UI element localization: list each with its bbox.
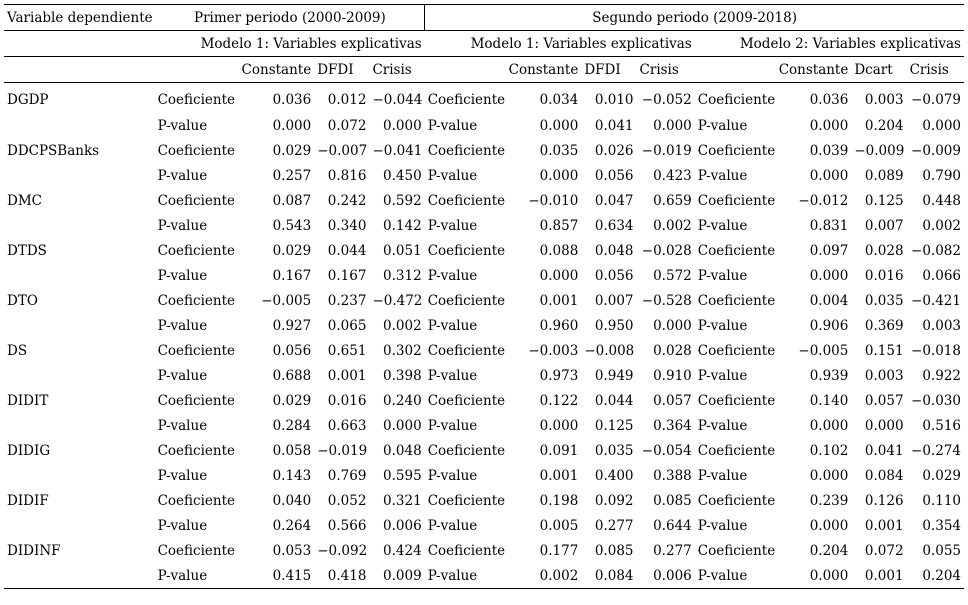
pvalue-value: 0.369	[864, 317, 904, 334]
table-row	[4, 388, 964, 413]
pvalue-value: 0.922	[922, 367, 961, 384]
pvalue-value: 0.000	[809, 167, 849, 184]
pvalue-value: 0.000	[809, 467, 849, 484]
coef-label: Coeficiente	[697, 392, 776, 409]
coef-value: 0.048	[383, 442, 422, 459]
coef-value: 0.072	[864, 542, 904, 559]
pvalue-value: 0.000	[922, 117, 961, 134]
coef-value: 0.028	[653, 342, 692, 359]
pvalue-value: 0.003	[922, 317, 961, 334]
pvalue-label: P-value	[697, 217, 748, 234]
pvalue-value: 0.006	[637, 563, 695, 589]
pvalue-value: 0.000	[539, 417, 579, 434]
variable-name: DTDS	[7, 242, 47, 259]
coef-value: −0.009	[854, 142, 905, 159]
pvalue-label: P-value	[157, 367, 208, 384]
table-row	[4, 363, 964, 388]
table-row	[4, 263, 964, 288]
pvalue-label: P-value	[427, 467, 478, 484]
variable-name: DMC	[7, 192, 42, 209]
pvalue-value: 0.000	[809, 417, 849, 434]
coef-value: −0.082	[911, 242, 961, 259]
coef-value: 0.047	[594, 192, 634, 209]
coef-value: 0.057	[653, 392, 692, 409]
table-row	[4, 538, 964, 563]
pvalue-value: 0.950	[594, 317, 634, 334]
pvalue-value: 0.056	[594, 167, 634, 184]
pvalue-value: 0.167	[327, 267, 367, 284]
pvalue-value: 0.000	[809, 267, 849, 284]
pvalue-label: P-value	[155, 563, 238, 589]
pvalue-value: 0.398	[383, 367, 422, 384]
coef-value: 0.091	[539, 442, 579, 459]
coef-value: 0.055	[922, 542, 961, 559]
coef-value: −0.030	[911, 392, 961, 409]
coef-value: 0.239	[809, 492, 849, 509]
coef-value: −0.007	[317, 142, 368, 159]
pvalue-value: 0.264	[272, 517, 312, 534]
pvalue-value: 0.595	[383, 467, 422, 484]
pvalue-value: 0.516	[922, 417, 961, 434]
coef-label: Coeficiente	[157, 442, 236, 459]
pvalue-value: 0.000	[809, 517, 849, 534]
coef-value: −0.092	[317, 542, 368, 559]
coef-value: 0.051	[383, 242, 422, 259]
coef-value: −0.012	[798, 192, 849, 209]
coef-label: Coeficiente	[427, 492, 506, 509]
variable-name: DGDP	[7, 92, 49, 108]
coef-value: 0.053	[272, 542, 312, 559]
pvalue-value: 0.002	[922, 217, 961, 234]
pvalue-value: 0.634	[594, 217, 634, 234]
regression-results-table	[4, 4, 964, 589]
coef-value: −0.005	[261, 292, 312, 309]
coef-value: 0.029	[272, 242, 312, 259]
coef-label: Coeficiente	[157, 142, 236, 159]
table-row	[4, 488, 964, 513]
coef-value: −0.472	[372, 292, 423, 309]
pvalue-value: 0.927	[272, 317, 312, 334]
coef-value: −0.009	[911, 142, 961, 159]
coef-value: 0.125	[864, 192, 904, 209]
variable-name: DIDIT	[7, 392, 49, 409]
table-row	[4, 338, 964, 363]
period2-header: Segundo periodo (2009-2018)	[425, 5, 964, 31]
pvalue-label: P-value	[695, 563, 775, 589]
coef-label: Coeficiente	[157, 492, 236, 509]
coef-value: −0.003	[528, 342, 579, 359]
coef-value: 0.041	[864, 442, 904, 459]
coef-value: 0.052	[327, 492, 367, 509]
pvalue-value: 0.084	[864, 467, 904, 484]
pvalue-label: P-value	[697, 117, 748, 134]
coef-value: 0.036	[809, 92, 849, 108]
pvalue-value: 0.000	[539, 117, 579, 134]
coef-value: 0.102	[809, 442, 849, 459]
pvalue-value: 0.418	[314, 563, 369, 589]
coef-label: Coeficiente	[427, 192, 506, 209]
pvalue-value: 0.939	[809, 367, 849, 384]
table-row	[4, 438, 964, 463]
col-crisis: Crisis	[369, 57, 424, 83]
pvalue-value: 0.415	[238, 563, 314, 589]
coef-value: −0.028	[641, 242, 692, 259]
coef-value: 0.151	[864, 342, 904, 359]
pvalue-value: 0.000	[272, 117, 312, 134]
variable-name: DDCPSBanks	[7, 142, 100, 159]
pvalue-value: 0.277	[594, 517, 634, 534]
coef-value: 0.088	[539, 242, 579, 259]
pvalue-value: 0.001	[327, 367, 367, 384]
pvalue-label: P-value	[157, 417, 208, 434]
pvalue-value: 0.041	[594, 117, 634, 134]
coef-value: 0.302	[383, 342, 422, 359]
pvalue-value: 0.007	[864, 217, 904, 234]
pvalue-label: P-value	[427, 267, 478, 284]
col-constante: Constante	[238, 57, 314, 83]
coef-value: 0.035	[864, 292, 904, 309]
coef-value: 0.592	[383, 192, 422, 209]
pvalue-label: P-value	[697, 367, 748, 384]
pvalue-value: 0.284	[272, 417, 312, 434]
coef-label: Coeficiente	[697, 192, 776, 209]
coef-label: Coeficiente	[157, 192, 236, 209]
pvalue-label: P-value	[427, 117, 478, 134]
coef-label: Coeficiente	[427, 142, 506, 159]
coef-label: Coeficiente	[427, 542, 506, 559]
coef-value: −0.421	[911, 292, 961, 309]
pvalue-value: 0.065	[327, 317, 367, 334]
coef-value: 0.003	[864, 92, 904, 108]
pvalue-label: P-value	[427, 417, 478, 434]
pvalue-value: 0.960	[539, 317, 579, 334]
pvalue-value: 0.423	[653, 167, 692, 184]
pvalue-value: 0.002	[505, 563, 581, 589]
coef-value: 0.240	[383, 392, 422, 409]
coef-value: −0.041	[372, 142, 423, 159]
pvalue-value: 0.000	[539, 267, 579, 284]
pvalue-value: 0.001	[539, 467, 579, 484]
table-row	[4, 563, 964, 589]
coef-value: 0.016	[327, 392, 367, 409]
coef-label: Coeficiente	[157, 392, 236, 409]
coef-value: 0.198	[539, 492, 579, 509]
period1-header: Primer periodo (2000-2009)	[155, 5, 425, 31]
coef-value: 0.010	[594, 92, 634, 108]
pvalue-value: 0.089	[864, 167, 904, 184]
coef-label: Coeficiente	[157, 242, 236, 259]
variable-name: DIDINF	[7, 542, 61, 559]
coef-value: 0.035	[594, 442, 634, 459]
coef-value: −0.528	[641, 292, 692, 309]
col-crisis: Crisis	[637, 57, 695, 83]
coef-value: 0.029	[272, 142, 312, 159]
coef-value: 0.140	[809, 392, 849, 409]
variable-name: DS	[7, 342, 28, 359]
table-row	[4, 163, 964, 188]
coef-value: 0.044	[594, 392, 634, 409]
variable-name: DTO	[7, 292, 38, 309]
pvalue-label: P-value	[427, 167, 478, 184]
pvalue-value: 0.000	[383, 417, 422, 434]
pvalue-value: 0.400	[594, 467, 634, 484]
coef-value: 0.044	[327, 242, 367, 259]
coef-value: 0.004	[809, 292, 849, 309]
coef-value: 0.007	[594, 292, 634, 309]
pvalue-value: 0.204	[907, 563, 964, 589]
coef-value: 0.034	[539, 92, 579, 108]
pvalue-value: 0.000	[653, 317, 692, 334]
pvalue-value: 0.000	[809, 117, 849, 134]
coef-label: Coeficiente	[157, 542, 236, 559]
coef-value: −0.019	[641, 142, 692, 159]
pvalue-value: 0.257	[272, 167, 312, 184]
col-constante: Constante	[505, 57, 581, 83]
coef-label: Coeficiente	[427, 292, 506, 309]
coef-value: −0.044	[372, 92, 423, 108]
table-row	[4, 288, 964, 313]
coef-value: −0.010	[528, 192, 579, 209]
pvalue-value: 0.831	[809, 217, 849, 234]
pvalue-value: 0.688	[272, 367, 312, 384]
pvalue-label: P-value	[157, 317, 208, 334]
pvalue-value: 0.312	[383, 267, 422, 284]
coef-label: Coeficiente	[427, 442, 506, 459]
table-row	[4, 188, 964, 213]
pvalue-value: 0.142	[383, 217, 422, 234]
pvalue-value: 0.167	[272, 267, 312, 284]
pvalue-label: P-value	[697, 267, 748, 284]
pvalue-value: 0.354	[922, 517, 961, 534]
pvalue-label: P-value	[157, 467, 208, 484]
pvalue-value: 0.663	[327, 417, 367, 434]
header-row-periods	[4, 5, 964, 31]
pvalue-value: 0.340	[327, 217, 367, 234]
coef-label: Coeficiente	[697, 92, 776, 108]
pvalue-value: 0.000	[775, 563, 851, 589]
pvalue-value: 0.572	[653, 267, 692, 284]
coef-label: Coeficiente	[427, 242, 506, 259]
pvalue-value: 0.949	[594, 367, 634, 384]
pvalue-value: 0.973	[539, 367, 579, 384]
pvalue-label: P-value	[697, 517, 748, 534]
coef-value: 0.242	[327, 192, 367, 209]
coef-value: 0.110	[922, 492, 961, 509]
col-dfdi: DFDI	[314, 57, 369, 83]
col-dcart: Dcart	[851, 57, 906, 83]
pvalue-value: 0.009	[369, 563, 424, 589]
coef-value: 0.039	[809, 142, 849, 159]
pvalue-value: 0.906	[809, 317, 849, 334]
pvalue-label: P-value	[157, 267, 208, 284]
pvalue-value: 0.006	[383, 517, 422, 534]
coef-value: 0.659	[653, 192, 692, 209]
pvalue-value: 0.125	[594, 417, 634, 434]
coef-value: 0.057	[864, 392, 904, 409]
pvalue-value: 0.566	[327, 517, 367, 534]
pvalue-value: 0.816	[327, 167, 367, 184]
pvalue-value: 0.001	[864, 517, 904, 534]
coef-value: 0.122	[539, 392, 579, 409]
pvalue-value: 0.644	[653, 517, 692, 534]
coef-value: 0.097	[809, 242, 849, 259]
coef-value: 0.424	[383, 542, 422, 559]
coef-value: 0.028	[864, 242, 904, 259]
pvalue-value: 0.072	[327, 117, 367, 134]
pvalue-value: 0.790	[922, 167, 961, 184]
coef-value: −0.052	[641, 92, 692, 108]
table-row	[4, 113, 964, 138]
coef-value: −0.018	[911, 342, 961, 359]
dep-var-header: Variable dependiente	[4, 5, 155, 31]
pvalue-value: 0.001	[851, 563, 906, 589]
pvalue-label: P-value	[697, 467, 748, 484]
coef-label: Coeficiente	[697, 142, 776, 159]
pvalue-label: P-value	[157, 117, 208, 134]
coef-value: 0.651	[327, 342, 367, 359]
results-table-container	[4, 4, 964, 589]
coef-label: Coeficiente	[157, 292, 236, 309]
coef-value: 0.026	[594, 142, 634, 159]
coef-value: −0.019	[317, 442, 368, 459]
pvalue-label: P-value	[157, 517, 208, 534]
pvalue-label: P-value	[425, 563, 505, 589]
pvalue-label: P-value	[427, 217, 478, 234]
pvalue-label: P-value	[697, 167, 748, 184]
pvalue-value: 0.084	[581, 563, 636, 589]
pvalue-label: P-value	[427, 317, 478, 334]
pvalue-label: P-value	[697, 417, 748, 434]
table-row	[4, 463, 964, 488]
pvalue-value: 0.910	[653, 367, 692, 384]
col-crisis: Crisis	[907, 57, 964, 83]
coef-value: 0.126	[864, 492, 904, 509]
pvalue-value: 0.016	[864, 267, 904, 284]
coef-label: Coeficiente	[697, 342, 776, 359]
pvalue-value: 0.450	[383, 167, 422, 184]
pvalue-value: 0.769	[327, 467, 367, 484]
coef-label: Coeficiente	[697, 492, 776, 509]
coef-value: −0.054	[641, 442, 692, 459]
coef-value: 0.012	[327, 92, 367, 108]
coef-label: Coeficiente	[697, 292, 776, 309]
col-dfdi: DFDI	[581, 57, 636, 83]
pvalue-value: 0.143	[272, 467, 312, 484]
table-row	[4, 313, 964, 338]
pvalue-value: 0.002	[653, 217, 692, 234]
pvalue-value: 0.000	[383, 117, 422, 134]
col-constante: Constante	[775, 57, 851, 83]
header-row-columns	[4, 57, 964, 83]
pvalue-value: 0.005	[539, 517, 579, 534]
coef-value: 0.040	[272, 492, 312, 509]
table-row	[4, 138, 964, 163]
table-row	[4, 83, 964, 114]
p2-model1-header: Modelo 1: Variables explicativas	[425, 31, 695, 57]
pvalue-value: 0.066	[922, 267, 961, 284]
coef-value: −0.274	[911, 442, 961, 459]
variable-name: DIDIF	[7, 492, 49, 509]
header-row-models	[4, 31, 964, 57]
pvalue-value: 0.364	[653, 417, 692, 434]
pvalue-value: 0.000	[539, 167, 579, 184]
variable-name: DIDIG	[7, 442, 51, 459]
p2-model2-header: Modelo 2: Variables explicativas	[695, 31, 964, 57]
coef-label: Coeficiente	[157, 92, 236, 108]
pvalue-value: 0.857	[539, 217, 579, 234]
coef-value: −0.008	[584, 342, 635, 359]
table-row	[4, 413, 964, 438]
pvalue-value: 0.002	[383, 317, 422, 334]
coef-value: −0.079	[911, 92, 961, 108]
coef-value: 0.092	[594, 492, 634, 509]
coef-value: 0.085	[653, 492, 692, 509]
coef-value: 0.058	[272, 442, 312, 459]
coef-label: Coeficiente	[697, 542, 776, 559]
coef-value: 0.036	[272, 92, 312, 108]
pvalue-value: 0.000	[653, 117, 692, 134]
coef-value: 0.048	[594, 242, 634, 259]
table-row	[4, 238, 964, 263]
coef-value: 0.177	[539, 542, 579, 559]
pvalue-label: P-value	[157, 217, 208, 234]
pvalue-label: P-value	[427, 367, 478, 384]
coef-label: Coeficiente	[427, 342, 506, 359]
pvalue-value: 0.056	[594, 267, 634, 284]
coef-value: 0.087	[272, 192, 312, 209]
coef-value: 0.277	[653, 542, 692, 559]
pvalue-label: P-value	[697, 317, 748, 334]
coef-label: Coeficiente	[697, 242, 776, 259]
coef-value: 0.085	[594, 542, 634, 559]
table-row	[4, 513, 964, 538]
coef-label: Coeficiente	[697, 442, 776, 459]
coef-value: 0.204	[809, 542, 849, 559]
coef-value: 0.237	[327, 292, 367, 309]
pvalue-value: 0.543	[272, 217, 312, 234]
pvalue-value: 0.388	[653, 467, 692, 484]
pvalue-value: 0.000	[864, 417, 904, 434]
table-row	[4, 213, 964, 238]
p1-model1-header: Modelo 1: Variables explicativas	[155, 31, 425, 57]
coef-value: 0.029	[272, 392, 312, 409]
pvalue-label: P-value	[157, 167, 208, 184]
pvalue-value: 0.003	[864, 367, 904, 384]
coef-value: 0.448	[922, 192, 961, 209]
coef-value: −0.005	[798, 342, 849, 359]
coef-value: 0.056	[272, 342, 312, 359]
coef-value: 0.035	[539, 142, 579, 159]
coef-label: Coeficiente	[427, 392, 506, 409]
pvalue-value: 0.029	[922, 467, 961, 484]
coef-label: Coeficiente	[427, 92, 506, 108]
pvalue-value: 0.204	[864, 117, 904, 134]
coef-label: Coeficiente	[157, 342, 236, 359]
coef-value: 0.321	[383, 492, 422, 509]
coef-value: 0.001	[539, 292, 579, 309]
pvalue-label: P-value	[427, 517, 478, 534]
